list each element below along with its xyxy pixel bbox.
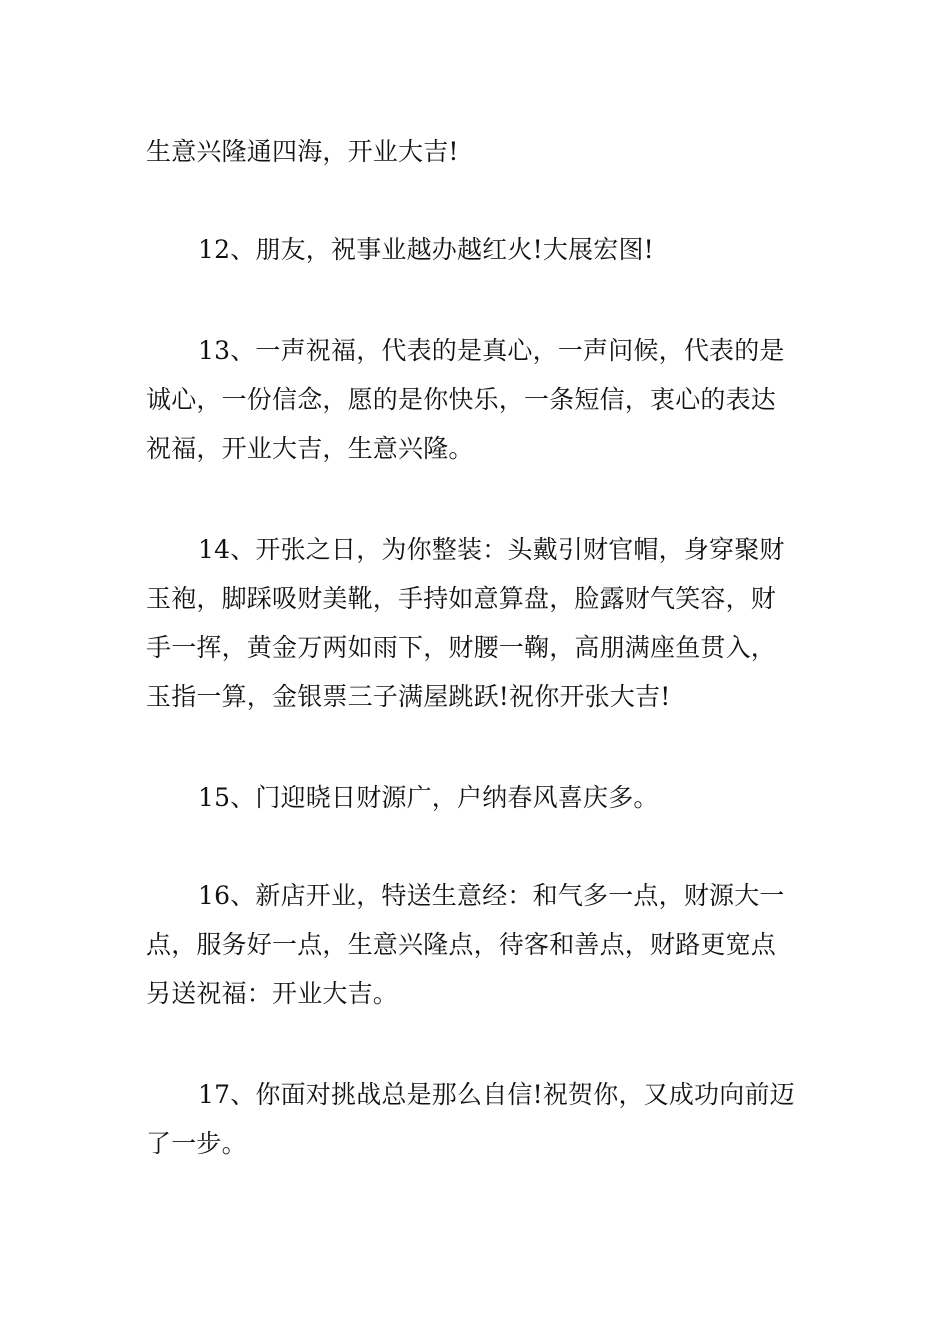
paragraph-item-13 (146, 326, 812, 473)
paragraph-item-15 (146, 773, 812, 822)
text-line: 12、朋友，祝事业越办越红火!大展宏图! (198, 235, 654, 264)
paragraph-item-17 (146, 1070, 812, 1168)
paragraph-item-12 (146, 225, 812, 274)
paragraph-item-14 (146, 525, 812, 721)
text-line: 17、你面对挑战总是那么自信!祝贺你，又成功向前迈 (198, 1080, 795, 1109)
text-line: 16、新店开业，特送生意经：和气多一点，财源大一 (198, 881, 785, 910)
text-line: 14、开张之日，为你整装：头戴引财官帽，身穿聚财 (198, 535, 785, 564)
text-line: 诚心，一份信念，愿的是你快乐，一条短信，衷心的表达 (146, 385, 777, 414)
text-line: 玉指一算，金银票三子满屋跳跃!祝你开张大吉! (146, 682, 671, 711)
text-line: 祝福，开业大吉，生意兴隆。 (146, 434, 474, 463)
text-line: 生意兴隆通四海，开业大吉! (146, 137, 459, 166)
text-line: 点，服务好一点，生意兴隆点，待客和善点，财路更宽点 (146, 930, 777, 959)
text-line: 了一步。 (146, 1129, 247, 1158)
text-line: 15、门迎晓日财源广，户纳春风喜庆多。 (198, 783, 659, 812)
paragraph-item-16 (146, 871, 812, 1018)
paragraph-continuation (146, 127, 812, 176)
text-line: 手一挥，黄金万两如雨下，财腰一鞠，高朋满座鱼贯入， (146, 633, 777, 662)
text-line: 13、一声祝福，代表的是真心，一声问候，代表的是 (198, 336, 785, 365)
text-line: 另送祝福：开业大吉。 (146, 979, 399, 1008)
text-line: 玉袍，脚踩吸财美靴，手持如意算盘，脸露财气笑容，财 (146, 584, 777, 613)
